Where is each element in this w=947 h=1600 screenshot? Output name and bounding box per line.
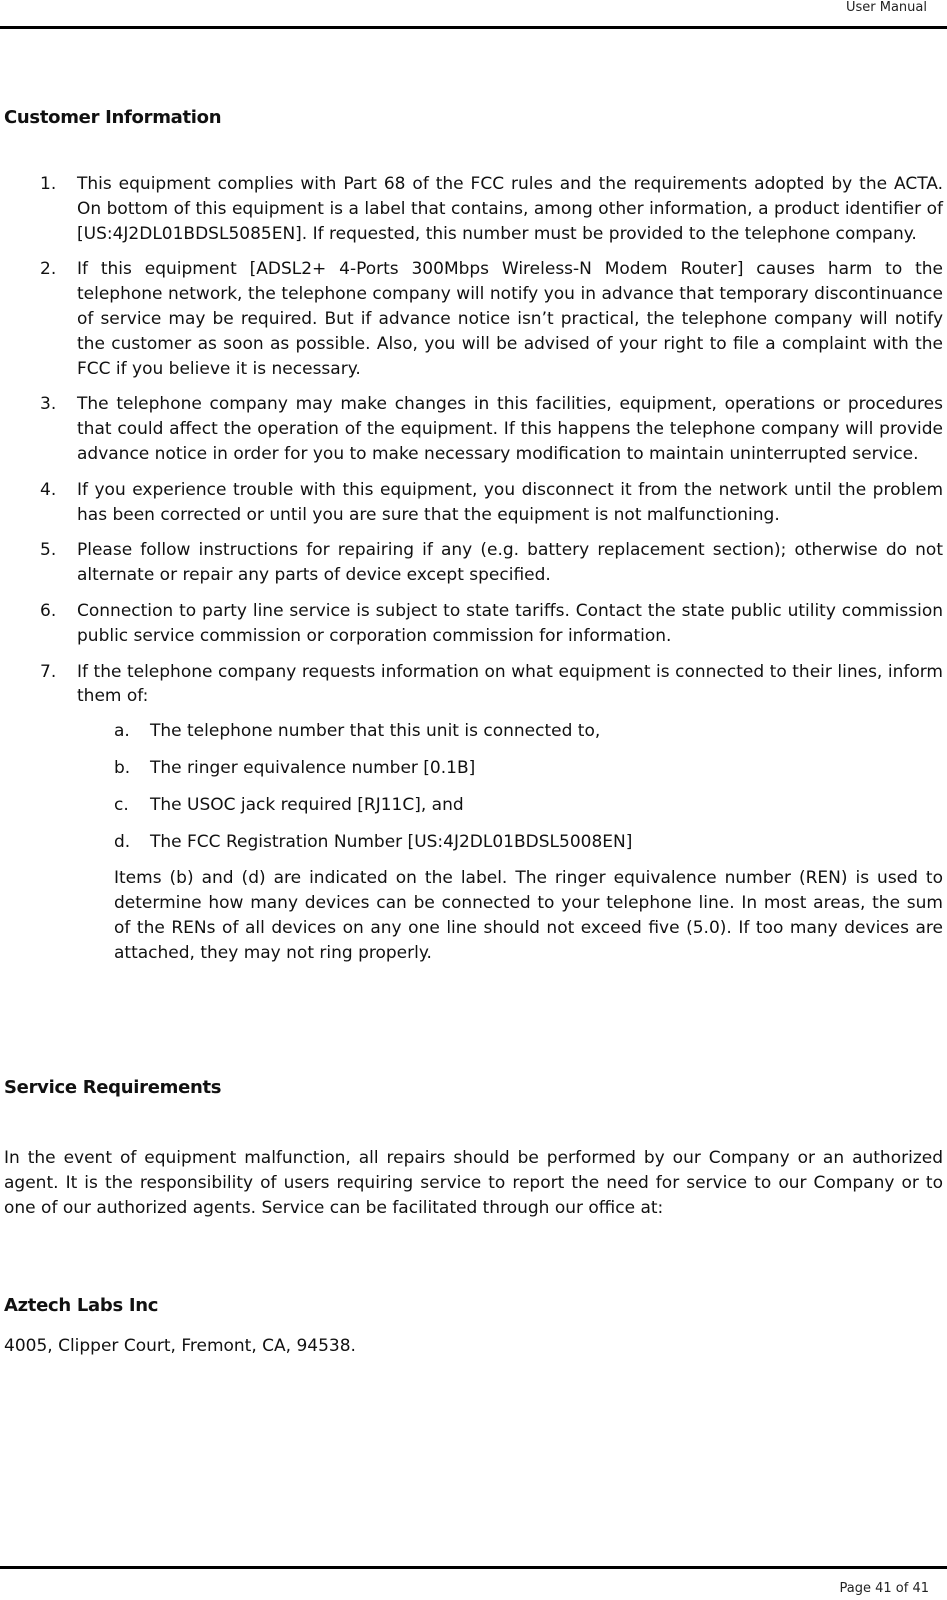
sub-list-letter: c.	[114, 794, 129, 815]
list-item-text: Please follow instructions for repairing if any (e.g. battery replacement section); otherwise do not alternate or repair any parts of device except specified.	[77, 540, 943, 586]
list-item-text: If this equipment [ADSL2+ 4-Ports 300Mbps Wireless-N Modem Router] causes harm to the telephone network, the telephone company will notify you in advance that temporary discontinuance of service may be required. But if advance notice isn’t practical, the telephone company will notify the customer as soon as possible. Also, you will be advised of your right to file a complaint with the FCC if you believe it is necessary.	[77, 259, 943, 379]
list-item-text: Connection to party line service is subject to state tariffs. Contact the state public utility commission public service commission or corporation commission for information.	[77, 600, 943, 646]
list-item	[4, 599, 943, 649]
sub-list-letter: d.	[114, 831, 131, 852]
list-item-text: If the telephone company requests information on what equipment is connected to their lines, inform them of:	[77, 661, 943, 707]
sub-list-item	[77, 830, 943, 855]
list-item-text: The telephone company may make changes in this facilities, equipment, operations or procedures that could affect the operation of the equipment. If this happens the telephone company will provide advance notice in order for you to make necessary modification to maintain uninterrupted service.	[77, 394, 943, 464]
header-label: User Manual	[845, 0, 927, 15]
list-item-number: 4.	[40, 479, 57, 500]
customer-info-list	[4, 172, 943, 977]
list-item-number: 2.	[40, 259, 57, 280]
list-item	[4, 257, 943, 381]
section-title-customer-information: Customer Information	[4, 107, 222, 128]
list-item-number: 6.	[40, 600, 57, 621]
sub-list-text: The telephone number that this unit is connected to,	[150, 721, 601, 742]
list-item-number: 1.	[40, 174, 57, 194]
company-address: 4005, Clipper Court, Fremont, CA, 94538.	[4, 1336, 356, 1356]
list-item-text: This equipment complies with Part 68 of the FCC rules and the requirements adopted by the ACTA. On bottom of this equipment is a label that contains, among other information, a product identifier of [US:4J2DL01BDSL5085EN]. If requested, this number must be provided to the telephone company.	[77, 174, 943, 244]
sub-list-text: The ringer equivalence number [0.1B]	[150, 757, 476, 778]
list-item-number: 5.	[40, 540, 57, 561]
page-number: Page 41 of 41	[839, 1581, 929, 1596]
sub-list	[77, 719, 943, 854]
sub-list-letter: b.	[114, 757, 131, 778]
list-item	[4, 660, 943, 966]
footer-rule	[0, 1566, 947, 1569]
list-item-number: 3.	[40, 394, 57, 415]
list-item	[4, 172, 943, 246]
list-item	[4, 538, 943, 588]
sub-list-letter: a.	[114, 721, 130, 742]
list-item	[4, 392, 943, 466]
sub-list-item	[77, 793, 943, 818]
section-title-service-requirements: Service Requirements	[4, 1077, 222, 1098]
company-name: Aztech Labs Inc	[4, 1295, 159, 1316]
header-rule	[0, 26, 947, 29]
list-item-text: If you experience trouble with this equipment, you disconnect it from the network until the problem has been corrected or until you are sure that the equipment is not malfunctioning.	[77, 479, 943, 525]
service-requirements-paragraph: In the event of equipment malfunction, all repairs should be performed by our Company or an authorized agent. It is the responsibility of users requiring service to report the need for service to our Company or to one of our authorized agents. Service can be facilitated through our office at:	[4, 1148, 943, 1218]
sub-list-item	[77, 719, 943, 744]
sub-list-text: The FCC Registration Number [US:4J2DL01BDSL5008EN]	[150, 831, 633, 852]
sub-list-text: The USOC jack required [RJ11C], and	[150, 794, 464, 815]
list-item	[4, 478, 943, 528]
sub-list-item	[77, 756, 943, 781]
ren-note: Items (b) and (d) are indicated on the label. The ringer equivalence number (REN) is used to determine how many devices can be connected to your telephone line. In most areas, the sum of the RENs of all devices on any one line should not exceed five (5.0). If too many devices are attached, they may not ring properly.	[114, 868, 943, 963]
list-item-number: 7.	[40, 661, 57, 682]
